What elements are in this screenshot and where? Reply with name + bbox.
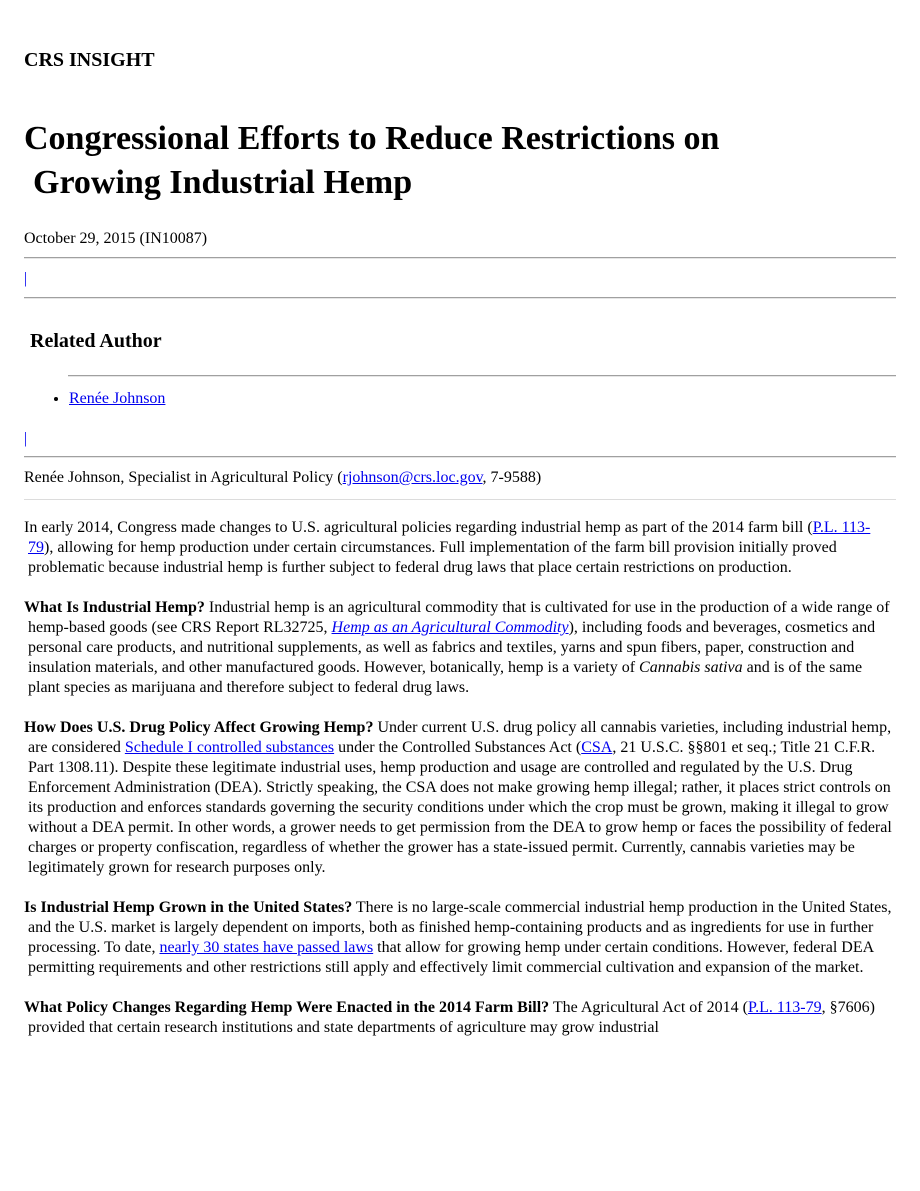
section-heading: What Is Industrial Hemp? bbox=[24, 599, 205, 616]
section-heading: Is Industrial Hemp Grown in the United States? bbox=[24, 899, 353, 916]
title-line-2: Growing Industrial Hemp bbox=[33, 164, 413, 201]
date-and-id: October 29, 2015 (IN10087) bbox=[24, 230, 208, 247]
csa-link[interactable]: CSA bbox=[581, 739, 613, 756]
divider bbox=[24, 297, 896, 299]
contact-phone: , 7-9588) bbox=[482, 469, 542, 486]
pl-113-79-link[interactable]: P.L. 113-79 bbox=[747, 999, 822, 1016]
section-heading: What Policy Changes Regarding Hemp Were Enacted in the 2014 Farm Bill? bbox=[24, 999, 550, 1016]
contact-text: Renée Johnson, Specialist in Agricultural Policy ( bbox=[24, 469, 343, 486]
text: that allow for growing hemp under certain conditions. However, federal DEA permitting requirements and other restrictions still apply and effectively limit commercial cultivation and expansion of the market. bbox=[28, 939, 874, 976]
related-author-heading: Related Author bbox=[30, 330, 162, 352]
paragraph-intro bbox=[24, 518, 892, 578]
text: ), allowing for hemp production under certain circumstances. Full implementation of the farm bill provision initially proved problematic because industrial hemp is further subject to federal drug laws that place certain restrictions on production. bbox=[28, 539, 837, 576]
author-link[interactable]: Renée Johnson bbox=[69, 390, 166, 407]
paragraph-what-is-hemp bbox=[24, 598, 892, 698]
section-heading: How Does U.S. Drug Policy Affect Growing Hemp? bbox=[24, 719, 374, 736]
paragraph-farm-bill-changes bbox=[24, 998, 892, 1038]
report-type-label: CRS INSIGHT bbox=[24, 49, 155, 71]
divider bbox=[68, 375, 896, 377]
text: and is of the same plant species as marijuana and therefore subject to federal drug laws. bbox=[28, 659, 863, 696]
text: Industrial hemp is an agricultural commodity that is cultivated for use in the production of a wide range of hemp-based goods (see CRS Report RL32725, bbox=[28, 599, 890, 636]
text: In early 2014, Congress made changes to U.S. agricultural policies regarding industrial hemp as part of the 2014 farm bill ( bbox=[24, 519, 813, 536]
author-contact bbox=[24, 468, 541, 488]
state-laws-link[interactable]: nearly 30 states have passed laws bbox=[159, 939, 374, 956]
toggle-link-bottom[interactable]: | bbox=[24, 430, 28, 447]
email-link[interactable]: rjohnson@crs.loc.gov bbox=[342, 469, 483, 486]
report-body bbox=[24, 518, 892, 1058]
text: The Agricultural Act of 2014 ( bbox=[549, 999, 748, 1016]
hemp-report-link[interactable] bbox=[332, 619, 569, 636]
text: , 21 U.S.C. §§801 et seq.; Title 21 C.F.R. Part 1308.11). Despite these legitimate industrial uses, hemp production and usage are controlled and regulated by the U.S. Drug Enforcement Administration (DEA). Strictly speaking, the CSA does not make growing hemp illegal; rather, it places strict controls on its production and enforces standards governing the security conditions under which the crop must be grown, making it illegal to grow without a DEA permit. In other words, a grower needs to get permission from the DEA to grow hemp or faces the possibility of federal charges or property confiscation, regardless of whether the grower has a state-issued permit. Currently, cannabis varieties may be legitimately grown for research purposes only. bbox=[28, 739, 892, 876]
text: Under current U.S. drug policy all cannabis varieties, including industrial hemp, are considered bbox=[28, 719, 892, 756]
divider bbox=[24, 456, 896, 458]
schedule-i-link[interactable]: Schedule I controlled substances bbox=[124, 739, 335, 756]
title-line-1: Congressional Efforts to Reduce Restrictions on bbox=[24, 120, 720, 157]
toggle-link-top[interactable]: | bbox=[24, 270, 28, 287]
text: , §7606) provided that certain research institutions and state departments of agriculture may grow industrial bbox=[28, 999, 875, 1036]
paragraph-drug-policy bbox=[24, 718, 892, 878]
paragraph-hemp-grown-us bbox=[24, 898, 892, 978]
text: ), including foods and beverages, cosmetics and personal care products, and nutritional supplements, as well as fabrics and textiles, yarns and spun fibers, paper, construction and insulation materials, and other manufactured goods. However, botanically, hemp is a variety of bbox=[28, 619, 876, 676]
species-name: Cannabis sativa bbox=[639, 659, 743, 676]
list-item bbox=[69, 389, 165, 409]
divider bbox=[24, 257, 896, 259]
author-list bbox=[24, 389, 165, 409]
text: under the Controlled Substances Act ( bbox=[334, 739, 582, 756]
pl-113-79-link[interactable]: P.L. 113-79 bbox=[28, 519, 871, 556]
text: There is no large-scale commercial industrial hemp production in the United States, and the U.S. market is largely dependent on imports, both as finished hemp-containing products and as ingredients for use in further processing. To date, bbox=[28, 899, 892, 956]
divider bbox=[24, 499, 896, 500]
page-title bbox=[24, 117, 884, 205]
link-text: Hemp as an Agricultural Commodity bbox=[331, 619, 569, 636]
